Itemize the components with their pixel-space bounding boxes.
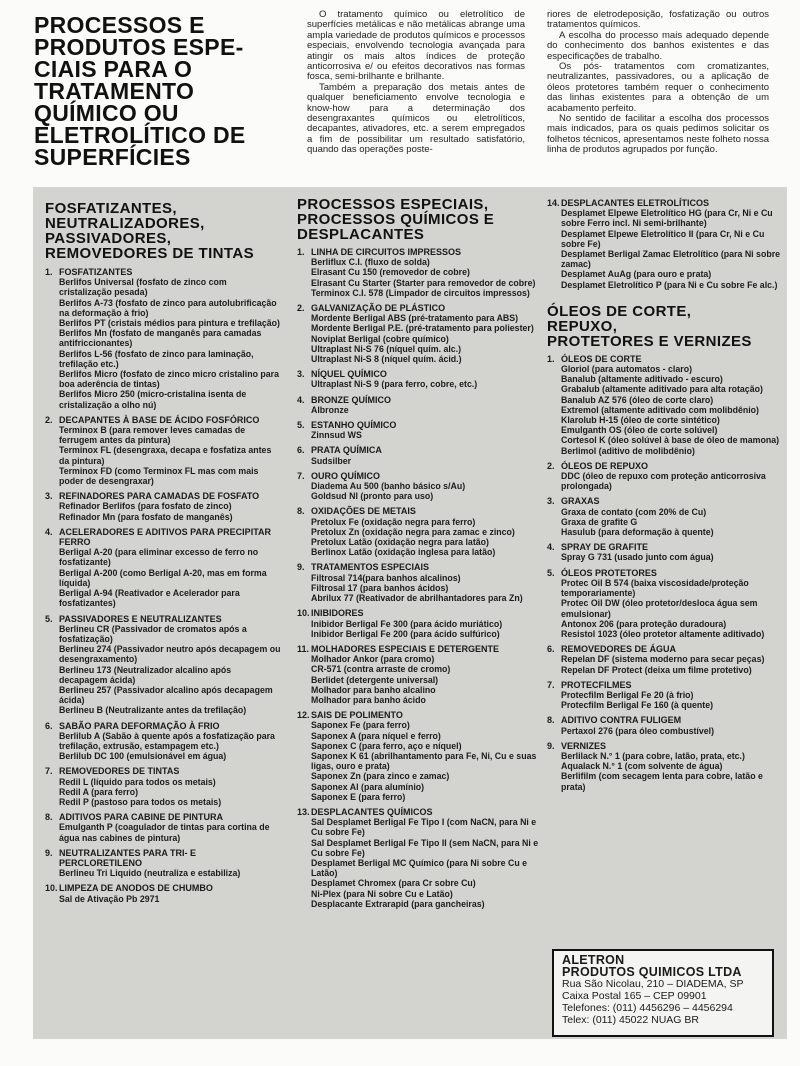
section-title-text: SPRAY DE GRAFITE: [561, 542, 649, 553]
product-item: Saponex E (para ferro): [311, 791, 406, 802]
section-title: [297, 562, 541, 572]
section-number: 2.: [547, 460, 555, 471]
product-item: Ultraplast Ni-S 8 (níquel quím. ácid.): [311, 354, 462, 365]
product-item: Berlifos Mn (fosfato de manganês para camadas antifriccionantes): [59, 328, 262, 349]
product-section: [45, 491, 281, 522]
product-item: Redil L (líquido para todos os metais): [59, 776, 216, 787]
product-item: Sal de Ativação Pb 2971: [59, 893, 160, 904]
section-number: 9.: [297, 562, 305, 573]
section-title-text: REMOVEDORES DE TINTAS: [59, 766, 180, 777]
product-section: [547, 198, 787, 290]
section-number: 7.: [297, 470, 305, 481]
product-item: Berlifos Micro (fosfato de zinco micro cristalino para boa aderência de tintas): [59, 369, 279, 390]
product-item: Berlinox Latão (oxidação inglesa para latão): [311, 547, 496, 558]
heading-line: DESPLACANTES: [297, 226, 425, 243]
product-section: [297, 420, 541, 440]
product-item: Desplamet Berligal MC Químico (para Ni sobre Cu e Latão): [311, 857, 528, 879]
section-title-text: GALVANIZAÇÃO DE PLÁSTICO: [311, 303, 446, 314]
product-item: Albronze: [311, 404, 349, 415]
product-item: Berlineu CR (Passivador de cromatos após a fosfatização): [59, 623, 247, 644]
section-title-text: PROTECFILMES: [561, 679, 632, 690]
product-section: [45, 766, 281, 807]
heading-line: PROCESSOS ESPECIAIS,: [297, 196, 489, 213]
intro-paragraph: O tratamento químico ou eletrolítico de superfícies metálicas e não metálicas abrange uma ampla variedade de produtos químicos e processos especiais, envolvendo tecnologia avançada para atingir os mais altos índices de proteção anticorrosiva e/ ou efeitos decorativos nas formas fosca, semi-brilhante e brilhante.: [307, 9, 525, 83]
section-number: 4.: [45, 526, 53, 537]
product-item: Berlifos A-73 (fosfato de zinco para autolubrificação na deformação à frio): [59, 297, 277, 318]
product-section: [297, 369, 541, 389]
title-line: SUPERFÍCIES: [34, 144, 191, 170]
heading-line: PASSIVADORES,: [45, 230, 172, 247]
section-title: [45, 527, 281, 547]
product-item: CR-571 (contra arraste de cromo): [311, 664, 451, 675]
product-item: Desplamet Elpewe Eletrolítico HG (para Cr, Ni e Cu sobre Ferro incl. Ni semi-brilhante): [561, 208, 773, 229]
section-title-text: BRONZE QUÍMICO: [311, 394, 391, 405]
product-section: [547, 715, 787, 735]
company-telex: Telex: (011) 45022 NUAG BR: [562, 1014, 699, 1026]
product-item: Klarolub H-15 (óleo de corte sintético): [561, 415, 720, 426]
product-section: [297, 303, 541, 364]
section-title: [297, 506, 541, 516]
section-title-text: DESPLACANTES ELETROLÍTICOS: [561, 198, 710, 208]
product-item: Berlifos L-56 (fosfato de zinco para laminação, trefilação etc.): [59, 348, 254, 369]
section-title-text: OXIDAÇÕES DE METAIS: [311, 506, 416, 517]
product-item: Redil P (pastoso para todos os metais): [59, 796, 222, 807]
product-section: [297, 710, 541, 802]
section-title: [45, 812, 281, 822]
section-number: 8.: [297, 506, 305, 517]
product-item: Protecfilm Berligal Fe 20 (à frio): [561, 689, 694, 700]
section-number: 2.: [297, 303, 305, 314]
product-item: Pretolux Latão (oxidação negra para latão): [311, 537, 489, 548]
product-item: Antonox 206 (para proteção duradoura): [561, 618, 727, 629]
product-item: DDC (óleo de repuxo com proteção anticorrosiva prolongada): [561, 471, 766, 492]
product-item: Desplacante Extrarapid (para gancheiras): [311, 898, 485, 909]
section-number: 6.: [297, 445, 305, 456]
product-item: Mordente Berligal P.E. (pré-tratamento para poliester): [311, 323, 534, 334]
section-title-text: ADITIVO CONTRA FULIGEM: [561, 715, 682, 726]
product-section: [547, 496, 787, 537]
product-item: Aqualack N.° 1 (com solvente de água): [561, 761, 723, 772]
product-item: Inibidor Berligal Fe 300 (para ácido muriático): [311, 618, 503, 629]
section-number: 8.: [547, 715, 555, 726]
section-title: [547, 496, 787, 506]
product-section: [297, 471, 541, 502]
heading-line: NEUTRALIZADORES,: [45, 215, 205, 232]
company-phones: Telefones: (011) 4456296 – 4456294: [562, 1002, 733, 1014]
product-item: Resistol 1023 (óleo protetor altamente aditivado): [561, 628, 765, 639]
section-title-text: ACELERADORES E ADITIVOS PARA PRECIPITAR FERRO: [59, 526, 272, 548]
product-item: Berlifos Universal (fosfato de zinco com cristalização pesada): [59, 277, 227, 298]
section-number: 10.: [45, 883, 58, 894]
section-title: [297, 395, 541, 405]
product-section: [297, 247, 541, 298]
product-item: Molhador para banho alcalino: [311, 684, 436, 695]
section-number: 6.: [547, 644, 555, 655]
page-title: [34, 14, 284, 168]
product-section: [45, 267, 281, 410]
product-item: Desplamet Eletrolítico P (para Ni e Cu sobre Fe alc.): [561, 279, 778, 290]
product-item: Cortesol K (óleo solúvel à base de óleo de mamona): [561, 435, 780, 446]
section-title-text: PRATA QUÍMICA: [311, 445, 382, 456]
section-number: 8.: [45, 812, 53, 823]
product-section: [547, 542, 787, 562]
section-list: [297, 247, 541, 909]
product-item: Noviplat Berligal (cobre químico): [311, 333, 449, 344]
section-title: [297, 608, 541, 618]
product-item: Grabalub (altamente aditivado para alta rotação): [561, 384, 763, 395]
product-section: [547, 741, 787, 792]
section-title-text: LIMPEZA DE ANODOS DE CHUMBO: [59, 883, 213, 894]
intro-column-2: [547, 10, 769, 156]
section-title: [45, 491, 281, 501]
section-number: 10.: [297, 608, 310, 619]
product-item: Berlineu 274 (Passivador neutro após decapagem ou desengraxamento): [59, 644, 281, 665]
product-item: Extremol (altamente aditivado com molibdênio): [561, 404, 759, 415]
product-section: [45, 527, 281, 609]
product-item: Saponex Zn (para zinco e zamac): [311, 771, 450, 782]
section-title-text: MOLHADORES ESPECIAIS E DETERGENTE: [311, 643, 500, 654]
product-item: Desplamet Berligal Zamac Eletrolítico (para Ni sobre zamac): [561, 249, 781, 270]
product-item: Zinnsud WS: [311, 430, 362, 441]
section-title: [45, 614, 281, 624]
column-fosfatizantes: [45, 201, 281, 904]
product-item: Repelan DF Protect (deixa um filme protetivo): [561, 664, 752, 675]
section-title-text: NEUTRALIZANTES PARA TRI- E PERCLORETILENO: [59, 847, 196, 868]
product-item: Berlifilm (com secagem lenta para cobre, latão e prata): [561, 771, 763, 792]
product-item: Emulganth OS (óleo de corte solúvel): [561, 425, 718, 436]
section-number: 12.: [297, 710, 310, 721]
product-item: Berlifos Micro 250 (micro-cristalina isenta de cristalização a olho nú): [59, 389, 247, 410]
section-title: [547, 461, 787, 471]
section-list: [547, 354, 787, 792]
section-title-text: FOSFATIZANTES: [59, 267, 133, 277]
product-item: Berlidet (detergente universal): [311, 674, 439, 685]
product-item: Pretolux Zn (oxidação negra para zamac e zinco): [311, 526, 515, 537]
intro-column-1: [307, 10, 525, 156]
section-title-text: DESPLACANTES QUÍMICOS: [311, 806, 433, 817]
product-item: Sal Desplamet Berligal Fe Tipo I (com NaCN, para Ni e Cu sobre Fe): [311, 817, 537, 838]
product-item: Sal Desplamet Berligal Fe Tipo II (sem NaCN, para Ni e Cu sobre Fe): [311, 837, 539, 858]
section-title: [297, 303, 541, 313]
product-item: Saponex A (para níquel e ferro): [311, 730, 441, 741]
product-item: Terminox B (para remover leves camadas de ferrugem antes da pintura): [59, 425, 246, 446]
product-item: Saponex K 61 (abrilhantamento para Fe, Ni, Cu e suas ligas, ouro e prata): [311, 750, 537, 772]
section-title-text: ÓLEOS PROTETORES: [561, 567, 657, 578]
section-number: 14.: [547, 198, 560, 208]
section-number: 1.: [45, 267, 53, 277]
company-box: [552, 949, 774, 1037]
section-list: [45, 267, 281, 904]
product-section: [45, 848, 281, 879]
section-list: [547, 198, 787, 290]
section-title: [297, 644, 541, 654]
section-title: [45, 415, 281, 425]
section-title-text: SABÃO PARA DEFORMAÇÃO À FRIO: [59, 720, 220, 731]
section-title: [547, 198, 787, 208]
product-item: Graxa de contato (com 20% de Cu): [561, 506, 707, 517]
intro-paragraph: A escolha do processo mais adequado depende do conhecimento dos banhos existentes e das especificações de trabalho.: [547, 29, 769, 62]
section-title-text: ÓLEOS DE REPUXO: [561, 460, 649, 471]
column-processos-especiais: [297, 197, 541, 909]
intro-paragraph: No sentido de facilitar a escolha dos processos mais indicados, para os quais pedimos solicitar os folhetos técnicos, apresentamos neste folheto nossa linha de produtos agrupados por função.: [547, 113, 769, 156]
product-item: Refinador Berlifos (para fosfato de zinco): [59, 501, 232, 512]
product-section: [297, 445, 541, 465]
section-number: 5.: [547, 567, 555, 578]
product-item: Desplamet Chromex (para Cr sobre Cu): [311, 878, 476, 889]
section-title-text: REMOVEDORES DE ÁGUA: [561, 644, 677, 655]
product-item: Berlineu Tri Liquido (neutraliza e estabiliza): [59, 868, 241, 879]
section-number: 1.: [297, 247, 305, 257]
heading-line: FOSFATIZANTES,: [45, 200, 177, 217]
product-item: Ultraplast Ni-S 9 (para ferro, cobre, etc.): [311, 379, 478, 390]
product-section: [297, 395, 541, 415]
product-section: [297, 506, 541, 557]
section-number: 5.: [45, 613, 53, 624]
product-item: Desplamet Elpewe Eletrolítico II (para Cr, Ni e Cu sobre Fe): [561, 228, 765, 249]
product-section: [297, 608, 541, 639]
product-item: Ni-Plex (para Ni sobre Cu e Latão): [311, 888, 453, 899]
product-item: Pertaxol 276 (para óleo combustível): [561, 725, 715, 736]
section-title: [297, 369, 541, 379]
product-item: Banalub AZ 576 (óleo de corte claro): [561, 394, 714, 405]
product-item: Goldsud NI (pronto para uso): [311, 491, 434, 502]
company-address: Rua São Nicolau, 210 – DIADEMA, SP: [562, 978, 744, 990]
section-title-text: PASSIVADORES E NEUTRALIZANTES: [59, 613, 222, 624]
heading-line: PROTETORES E VERNIZES: [547, 332, 752, 350]
section-number: 5.: [297, 420, 305, 431]
section-number: 11.: [297, 643, 310, 654]
product-item: Elrasant Cu 150 (removedor de cobre): [311, 267, 470, 278]
product-item: Terminox C.I. 578 (Limpador de circuitos impressos): [311, 287, 530, 298]
title-line: CIAIS PARA O: [34, 56, 193, 82]
column-heading: [45, 201, 281, 261]
column-heading: [297, 197, 541, 242]
section-title: [297, 445, 541, 455]
section-title: [297, 471, 541, 481]
product-section: [297, 562, 541, 603]
section-number: 2.: [45, 414, 53, 425]
product-item: Filtrosal 714(para banhos alcalinos): [311, 572, 461, 583]
product-item: Saponex Al (para alumínio): [311, 781, 425, 792]
product-item: Desplamet AuAg (para ouro e prata): [561, 269, 712, 280]
section-title: [547, 644, 787, 654]
product-item: Diadema Au 500 (banho básico s/Au): [311, 481, 466, 492]
product-item: Hasulub (para deformação à quente): [561, 527, 714, 538]
intro-paragraph: Os pós- tratamentos com cromatizantes, neutralizantes, passivadores, ou a aplicação de óleos protetores também requer o conhecimento das linhas existentes para a obtenção de um acabamento perfeito.: [547, 61, 769, 114]
section-title: [45, 766, 281, 776]
column-oleos: [547, 193, 787, 792]
title-line: QUÍMICO OU: [34, 100, 179, 126]
product-item: Berlilub A (Sabão à quente após a fosfatização para trefilação, extrusão, estampagem etc.): [59, 730, 275, 751]
section-title-text: ADITIVOS PARA CABINE DE PINTURA: [59, 812, 224, 823]
title-line: ELETROLÍTICO DE: [34, 122, 246, 148]
section-title-text: INIBIDORES: [311, 608, 364, 619]
section-number: 7.: [547, 679, 555, 690]
product-section: [45, 812, 281, 843]
section-title-text: GRAXAS: [561, 496, 600, 507]
product-item: Berlilub DC 100 (emulsionável em água): [59, 751, 227, 762]
product-item: Filtrosal 17 (para banhos ácidos): [311, 582, 449, 593]
product-item: Berlineu 257 (Passivador alcalino após decapagem ácida): [59, 684, 273, 706]
section-title-text: ESTANHO QUÍMICO: [311, 420, 397, 431]
product-item: Pretolux Fe (oxidação negra para ferro): [311, 516, 476, 527]
product-item: Repelan DF (sistema moderno para secar peças): [561, 654, 765, 665]
product-item: Berliflux C.I. (fluxo de solda): [311, 257, 430, 268]
heading-line: PROCESSOS QUÍMICOS E: [297, 211, 495, 228]
product-item: Saponex Fe (para ferro): [311, 720, 410, 731]
product-item: Protec Oil B 574 (baixa viscosidade/proteção temporariamente): [561, 577, 749, 599]
product-item: Protec Oil DW (óleo protetor/desloca água sem emulsionar): [561, 598, 758, 619]
section-title: [297, 710, 541, 720]
section-title: [547, 680, 787, 690]
section-number: 4.: [547, 542, 555, 553]
product-item: Protecfilm Berligal Fe 160 (à quente): [561, 700, 714, 711]
title-line: PROCESSOS E: [34, 12, 205, 38]
product-item: Ultraplast Ni-S 76 (níquel quím. alc.): [311, 343, 462, 354]
section-title-text: DECAPANTES À BASE DE ÁCIDO FOSFÓRICO: [59, 414, 260, 425]
section-number: 3.: [547, 496, 555, 507]
product-item: Mordente Berligal ABS (pré-tratamento para ABS): [311, 313, 519, 324]
product-item: Banalub (altamente aditivado - escuro): [561, 374, 723, 385]
title-line: TRATAMENTO: [34, 78, 195, 104]
section-number: 6.: [45, 720, 53, 731]
section-title: [297, 807, 541, 817]
section-title: [45, 883, 281, 893]
section-title-text: SAIS DE POLIMENTO: [311, 710, 403, 721]
section-title-text: TRATAMENTOS ESPECIAIS: [311, 562, 430, 573]
company-name: ALETRON: [562, 953, 625, 967]
section-title-text: REFINADORES PARA CAMADAS DE FOSFATO: [59, 491, 260, 502]
product-section: [45, 883, 281, 903]
section-title: [547, 568, 787, 578]
column-heading: [547, 304, 787, 349]
product-section: [45, 721, 281, 762]
company-name: PRODUTOS QUIMICOS LTDA: [562, 965, 742, 979]
product-section: [547, 680, 787, 711]
intro-paragraph: riores de eletrodeposição, fosfatização ou outros tratamentos químicos.: [547, 9, 769, 31]
section-title: [45, 848, 281, 868]
product-section: [45, 614, 281, 716]
product-item: Graxa de grafite G: [561, 516, 638, 527]
product-item: Refinador Mn (para fosfato de manganês): [59, 511, 233, 522]
product-list-panel: [33, 187, 787, 1039]
product-item: Berligal A-20 (para eliminar excesso de ferro no fosfatizante): [59, 547, 259, 568]
section-title: [547, 354, 787, 364]
section-title-text: OURO QUÍMICO: [311, 470, 380, 481]
product-item: Inibidor Berligal Fe 200 (para ácido sulfúrico): [311, 628, 500, 639]
section-number: 1.: [547, 353, 555, 364]
product-item: Redil A (para ferro): [59, 786, 139, 797]
section-title-text: NÍQUEL QUÍMICO: [311, 369, 387, 380]
heading-line: ÓLEOS DE CORTE,: [547, 302, 692, 320]
intro-paragraph: Também a preparação dos metais antes de qualquer beneficiamento envolve tecnologia e know-how para a determinação dos desengraxantes químicos ou eletrolíticos, decapantes, ativadores, etc. a serem empregados a fim de possibilitar um resultado satisfatório, quando das operações poste-: [307, 81, 525, 156]
section-title-text: VERNIZES: [561, 740, 607, 751]
company-postal: Caixa Postal 165 – CEP 09901: [562, 990, 707, 1002]
section-title: [547, 715, 787, 725]
product-item: Berlilack N.° 1 (para cobre, latão, prata, etc.): [561, 750, 745, 761]
product-item: Spray G 731 (usado junto com água): [561, 552, 714, 563]
product-item: Berlimol (aditivo de molibdênio): [561, 445, 695, 456]
section-title-text: ÓLEOS DE CORTE: [561, 353, 642, 364]
section-number: 9.: [45, 847, 53, 858]
product-item: Abrilux 77 (Reativador de abrilhantadores para Zn): [311, 593, 523, 604]
product-item: Molhador Ankor (para cromo): [311, 654, 435, 665]
product-section: [547, 568, 787, 639]
product-item: Elrasant Cu Starter (Starter para removedor de cobre): [311, 277, 536, 288]
section-number: 3.: [297, 369, 305, 380]
product-section: [547, 354, 787, 456]
product-section: [547, 644, 787, 675]
product-item: Sudsilber: [311, 455, 352, 466]
section-title: [45, 721, 281, 731]
product-item: Berligal A-94 (Reativador e Acelerador para fosfatizantes): [59, 588, 240, 609]
product-section: [297, 807, 541, 909]
product-section: [45, 415, 281, 486]
section-number: 3.: [45, 491, 53, 502]
product-item: Saponex C (para ferro, aço e níquel): [311, 740, 462, 751]
section-title: [297, 247, 541, 257]
section-number: 9.: [547, 740, 555, 751]
product-item: Berlineu 173 (Neutralizador alcalino após decapagem ácida): [59, 664, 232, 685]
product-section: [297, 644, 541, 705]
section-title: [45, 267, 281, 277]
heading-line: REPUXO,: [547, 317, 618, 335]
product-item: Molhador para banho ácido: [311, 694, 426, 705]
section-number: 13.: [297, 806, 310, 817]
section-number: 7.: [45, 766, 53, 777]
section-title: [297, 420, 541, 430]
title-line: PRODUTOS ESPE-: [34, 34, 244, 60]
product-item: Terminox FL (desengraxa, decapa e fosfatiza antes da pintura): [59, 445, 272, 466]
section-number: 4.: [297, 394, 305, 405]
product-item: Gloriol (para automatos - claro): [561, 364, 692, 375]
product-item: Berligal A-200 (como Berligal A-20, mas em forma líquida): [59, 567, 267, 588]
product-item: Berlineu B (Neutralizante antes da trefilação): [59, 705, 247, 716]
product-item: Berlifos PT (cristais médios para pintura e trefilação): [59, 318, 280, 329]
section-title: [547, 542, 787, 552]
heading-line: REMOVEDORES DE TINTAS: [45, 245, 254, 262]
section-title: [547, 741, 787, 751]
product-section: [547, 461, 787, 492]
section-title-text: LINHA DE CIRCUITOS IMPRESSOS: [311, 247, 462, 257]
product-item: Terminox FD (como Terminox FL mas com mais poder de desengraxar): [59, 465, 259, 487]
product-item: Emulganth P (coagulador de tintas para cortina de água nas cabines de pintura): [59, 822, 270, 843]
